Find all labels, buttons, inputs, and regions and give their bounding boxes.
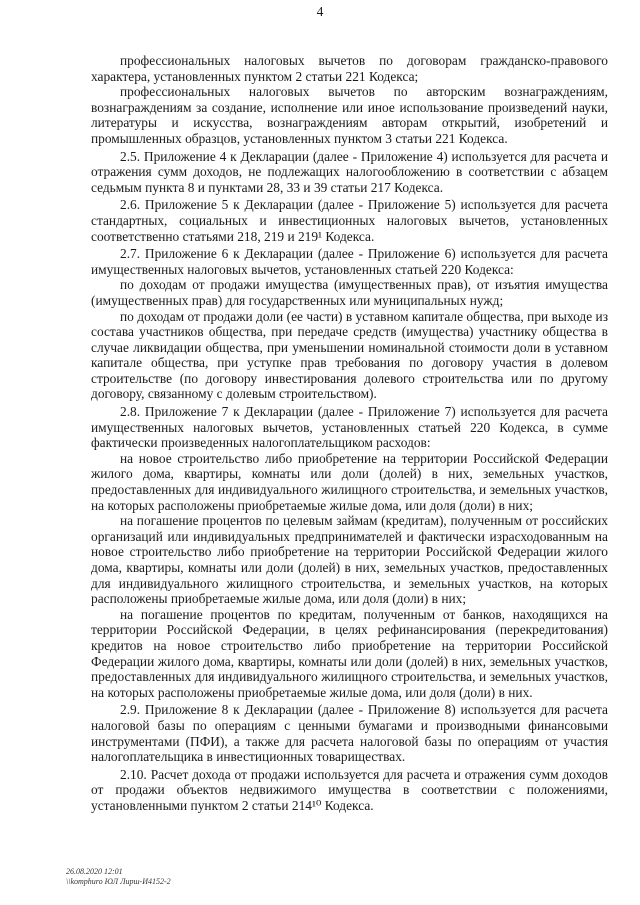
paragraph-2-9: 2.9. Приложение 8 к Декларации (далее - Приложение 8) используется для расчета налоговой базы по операциям с ценными бумагами и производными финансовыми инструментами (ПФИ), а также для расчета налоговой базы по операциям от участия налогоплательщика в инвестиционных товариществах. — [91, 702, 608, 765]
paragraph-2-6: 2.6. Приложение 5 к Декларации (далее - Приложение 5) используется для расчета стандартных, социальных и инвестиционных налоговых вычетов, установленных соответственно статьями 218, 219 и 219¹ Кодекса. — [91, 197, 608, 244]
paragraph-2-10: 2.10. Расчет дохода от продажи используется для расчета и отражения сумм доходов от продажи объектов недвижимого имущества в соответствии с положениями, установленными пунктом 2 статьи 214¹⁰ Кодекса. — [91, 766, 608, 813]
paragraph-refinancing: на погашение процентов по кредитам, полученным от банков, находящихся на территории Российской Федерации, в целях рефинансирования (перекредитования) кредитов на новое строительство либо приобретение на территории Российской Федерации жилого дома, квартиры, комнаты или доли (долей) в них, земельных участков, предоставленных для индивидуального жилищного строительства, и земельных участков, на которых расположены приобретаемые жилые дома, или доля (доли) в них. — [91, 606, 608, 700]
paragraph-2-5: 2.5. Приложение 4 к Декларации (далее - Приложение 4) используется для расчета и отражения сумм доходов, не подлежащих налогообложению в соответствии с абзацем седьмым пункта 8 и пунктами 28, 33 и 39 статьи 217 Кодекса. — [91, 148, 608, 195]
footer-file-path: \\komphuro ЮЛ Лирш-И4152-2 — [66, 877, 171, 886]
paragraph-2-7: 2.7. Приложение 6 к Декларации (далее - Приложение 6) используется для расчета имущественных налоговых вычетов, установленных статьей 220 Кодекса: — [91, 246, 608, 277]
paragraph-professional-deductions-contracts: профессиональных налоговых вычетов по договорам гражданско-правового характера, установленных пунктом 2 статьи 221 Кодекса; — [91, 53, 608, 84]
paragraph-target-loans: на погашение процентов по целевым займам (кредитам), полученным от российских организаций или индивидуальных предпринимателей и фактически израсходованным на новое строительство либо приобретение на территории Российской Федерации жилого дома, квартиры, комнаты или доли (долей) в них, земельных участков, предоставленных для индивидуального жилищного строительства, и земельных участков, на которых расположены приобретаемые жилые дома, или доля (доли) в них; — [91, 513, 608, 607]
paragraph-share-sale: по доходам от продажи доли (ее части) в уставном капитале общества, при выходе из состава участников общества, при передаче средств (имущества) участнику общества в случае ликвидации общества, при уменьшении номинальной стоимости доли в уставном капитале общества, при уступке прав требования по договору участия в долевом строительстве (по договору инвестирования долевого строительства или по другому договору, связанному с долевым строительством). — [91, 308, 608, 402]
document-footer — [66, 867, 171, 887]
paragraph-2-8: 2.8. Приложение 7 к Декларации (далее - Приложение 7) используется для расчета имущественных налоговых вычетов, установленных статьей 220 Кодекса, в сумме фактически произведенных налогоплательщиком расходов: — [91, 404, 608, 451]
paragraph-professional-deductions-authors: профессиональных налоговых вычетов по авторским вознаграждениям, вознаграждениям за создание, исполнение или иное использование произведений науки, литературы и искусства, вознаграждениям авторам открытий, изобретений и промышленных образцов, установленных пунктом 3 статьи 221 Кодекса. — [91, 84, 608, 146]
document-body — [91, 53, 608, 814]
footer-date: 26.08.2020 12:01 — [66, 867, 123, 876]
paragraph-new-construction: на новое строительство либо приобретение на территории Российской Федерации жилого дома, квартиры, комнаты или доли (долей) в них, земельных участков, предоставленных для индивидуального жилищного строительства, и земельных участков, на которых расположены приобретаемые жилые дома, или доля (доли) в них; — [91, 450, 608, 513]
page-number: 4 — [316, 4, 324, 19]
paragraph-property-sale: по доходам от продажи имущества (имущественных прав), от изъятия имущества (имущественных прав) для государственных или муниципальных нужд; — [91, 277, 608, 308]
